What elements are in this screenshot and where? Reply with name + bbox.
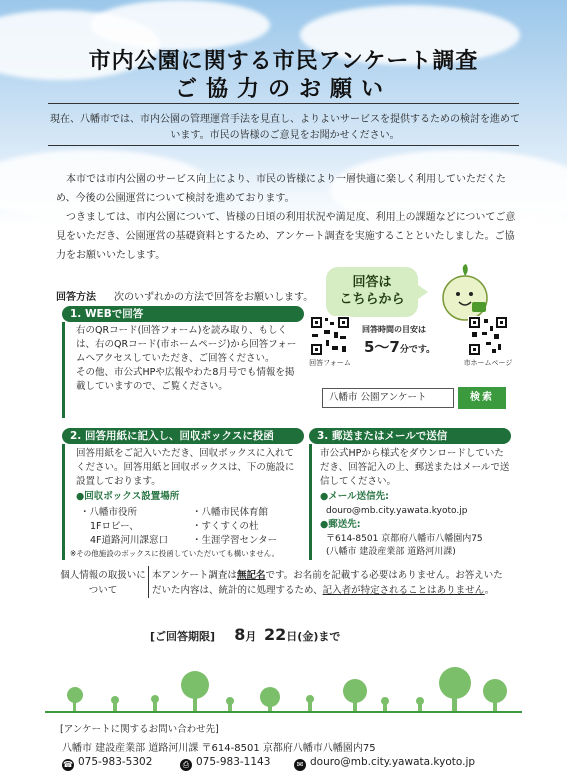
method-text: 次のいずれかの方法で回答をお願いします。 <box>114 292 314 303</box>
bubble-line-1: 回答は <box>352 275 392 290</box>
places-left <box>80 506 190 548</box>
privacy-label: 個人情報の取扱いについて <box>60 570 146 596</box>
privacy-text-2: です。お名前を記載する必要はありません。お答えいただいた内容は、統計的に処理するため、 <box>152 570 503 596</box>
qr-code-homepage-icon[interactable] <box>468 316 508 356</box>
section-mail-text: 市公式HPから様式をダウンロードしていただき、回答記入の上、郵送またはメールで送信してください。 <box>320 448 510 487</box>
method-label: 回答方法 <box>56 292 96 303</box>
deadline-label: [ご回答期限] <box>150 630 216 643</box>
answer-here-bubble <box>326 267 418 317</box>
park-silhouette-illustration <box>55 655 515 715</box>
deadline-day: 22 <box>264 625 287 644</box>
contact-email[interactable] <box>294 756 475 771</box>
fax-number: 075-983-1143 <box>196 756 271 768</box>
post-label: ●郵送先: <box>320 519 361 530</box>
section-paper-bar <box>62 444 65 560</box>
place-right-1: ・八幡市民体育館 <box>192 507 269 518</box>
section-paper-header: 2. 回答用紙に記入し、回収ボックスに投函 <box>62 428 304 444</box>
contact-fax[interactable] <box>180 756 270 771</box>
page-subtitle: ご協力のお願い <box>174 77 392 102</box>
mail-address[interactable]: douro@mb.city.yawata.kyoto.jp <box>326 506 468 516</box>
page-title: 市内公園に関する市民アンケート調査 <box>88 49 479 74</box>
contact-phone[interactable] <box>62 756 152 771</box>
guide-time <box>364 336 435 357</box>
place-left-3: 4F道路河川課窓口 <box>90 535 169 546</box>
divider-bottom <box>48 145 519 146</box>
phone-number: 075-983-5302 <box>78 756 153 768</box>
contact-address: 八幡市 建設産業部 道路河川課 〒614-8501 京都府八幡市八幡園内75 <box>62 743 376 754</box>
bubble-line-2: こちらから <box>339 292 405 307</box>
post-department: (八幡市 建設産業部 道路河川課) <box>326 547 456 557</box>
contact-title: [アンケートに関するお問い合わせ先] <box>60 724 219 735</box>
section-web-text <box>76 324 302 394</box>
mail-label: ●メール送信先: <box>320 491 389 502</box>
qr-form-caption: 回答フォーム <box>309 359 351 367</box>
email-address: douro@mb.city.yawata.kyoto.jp <box>310 756 476 768</box>
place-left-2: 1Fロビー、 <box>90 521 139 532</box>
guide-label: 回答時間の目安は <box>362 325 426 334</box>
search-input[interactable]: 八幡市 公園アンケート <box>322 388 454 408</box>
deadline-day-unit: 日(金)まで <box>286 630 341 643</box>
guide-time-suffix: 分です。 <box>399 345 436 355</box>
search-button[interactable]: 検索 <box>458 387 506 409</box>
privacy-text <box>152 568 512 598</box>
fax-icon: ⎙ <box>180 759 192 771</box>
section-web-header: 1. WEBで回答 <box>62 306 304 322</box>
place-left-1: ・八幡市役所 <box>80 507 138 518</box>
privacy-divider <box>148 566 149 598</box>
privacy-anonymous: 無記名 <box>236 570 266 581</box>
deadline-month: 8 <box>234 625 246 644</box>
body-paragraph-2: つきましては、市内公園について、皆様の日頃の利用状況や満足度、利用上の課題などについてご意見をいただき、公園運営の基礎資料とするため、アンケート調査を実施することといたしました。ご協力をお願いいたします。 <box>56 212 516 261</box>
deadline-month-unit: 月 <box>245 630 257 643</box>
places-right <box>192 506 304 548</box>
privacy-text-1: 本アンケート調査は <box>152 570 237 581</box>
ground-line <box>45 711 522 713</box>
mascot-icon <box>436 262 494 324</box>
section-web-bar <box>62 322 65 418</box>
section-mail-header: 3. 郵送またはメールで送信 <box>309 428 511 444</box>
section-web-text-2: その他、市公式HPや広報やわた8月号でも情報を掲載していますので、ご覧ください。 <box>76 367 295 392</box>
divider-top <box>48 103 519 104</box>
guide-time-value: 5〜7 <box>364 338 400 356</box>
place-right-3: ・生涯学習センター <box>192 535 278 546</box>
qr-code-form-icon[interactable] <box>310 316 350 356</box>
intro-text: 現在、八幡市では、市内公園の管理運営手法を見直し、よりよいサービスを提供するための検討を進めています。市民の皆様のご意見をお聞かせください。 <box>50 114 520 141</box>
privacy-not-identified: 記入者が特定されることはありません <box>322 585 485 596</box>
mail-icon: ✉ <box>294 759 306 771</box>
collection-box-label: ●回収ボックス設置場所 <box>76 491 180 502</box>
section-web-text-1: 右のQRコード(回答フォーム)を読み取り、もしくは、右のQRコード(市ホームページ)から回答フォームへアクセスしていただき、ご回答ください。 <box>76 325 297 364</box>
place-right-2: ・すくすくの杜 <box>192 521 259 532</box>
section-mail-bar <box>309 444 312 560</box>
qr-homepage-caption: 市ホームページ <box>463 359 513 367</box>
privacy-text-3: 。 <box>484 585 495 596</box>
body-paragraph-1: 本市では市内公園のサービス向上により、市民の皆様により一層快適に楽しく利用していただくため、今後の公園運営について検討を進めております。 <box>56 174 506 204</box>
body-text <box>56 170 516 265</box>
post-address: 〒614-8501 京都府八幡市八幡園内75 <box>326 534 483 544</box>
phone-icon: ☎ <box>63 760 73 769</box>
section-paper-text: 回答用紙をご記入いただき、回収ボックスに入れてください。回答用紙と回収ボックスは、下の施設に設置しております。 <box>76 448 295 487</box>
deadline <box>150 625 450 644</box>
places-note: ※その他施設のボックスに投函していただいても構いません。 <box>70 549 280 558</box>
